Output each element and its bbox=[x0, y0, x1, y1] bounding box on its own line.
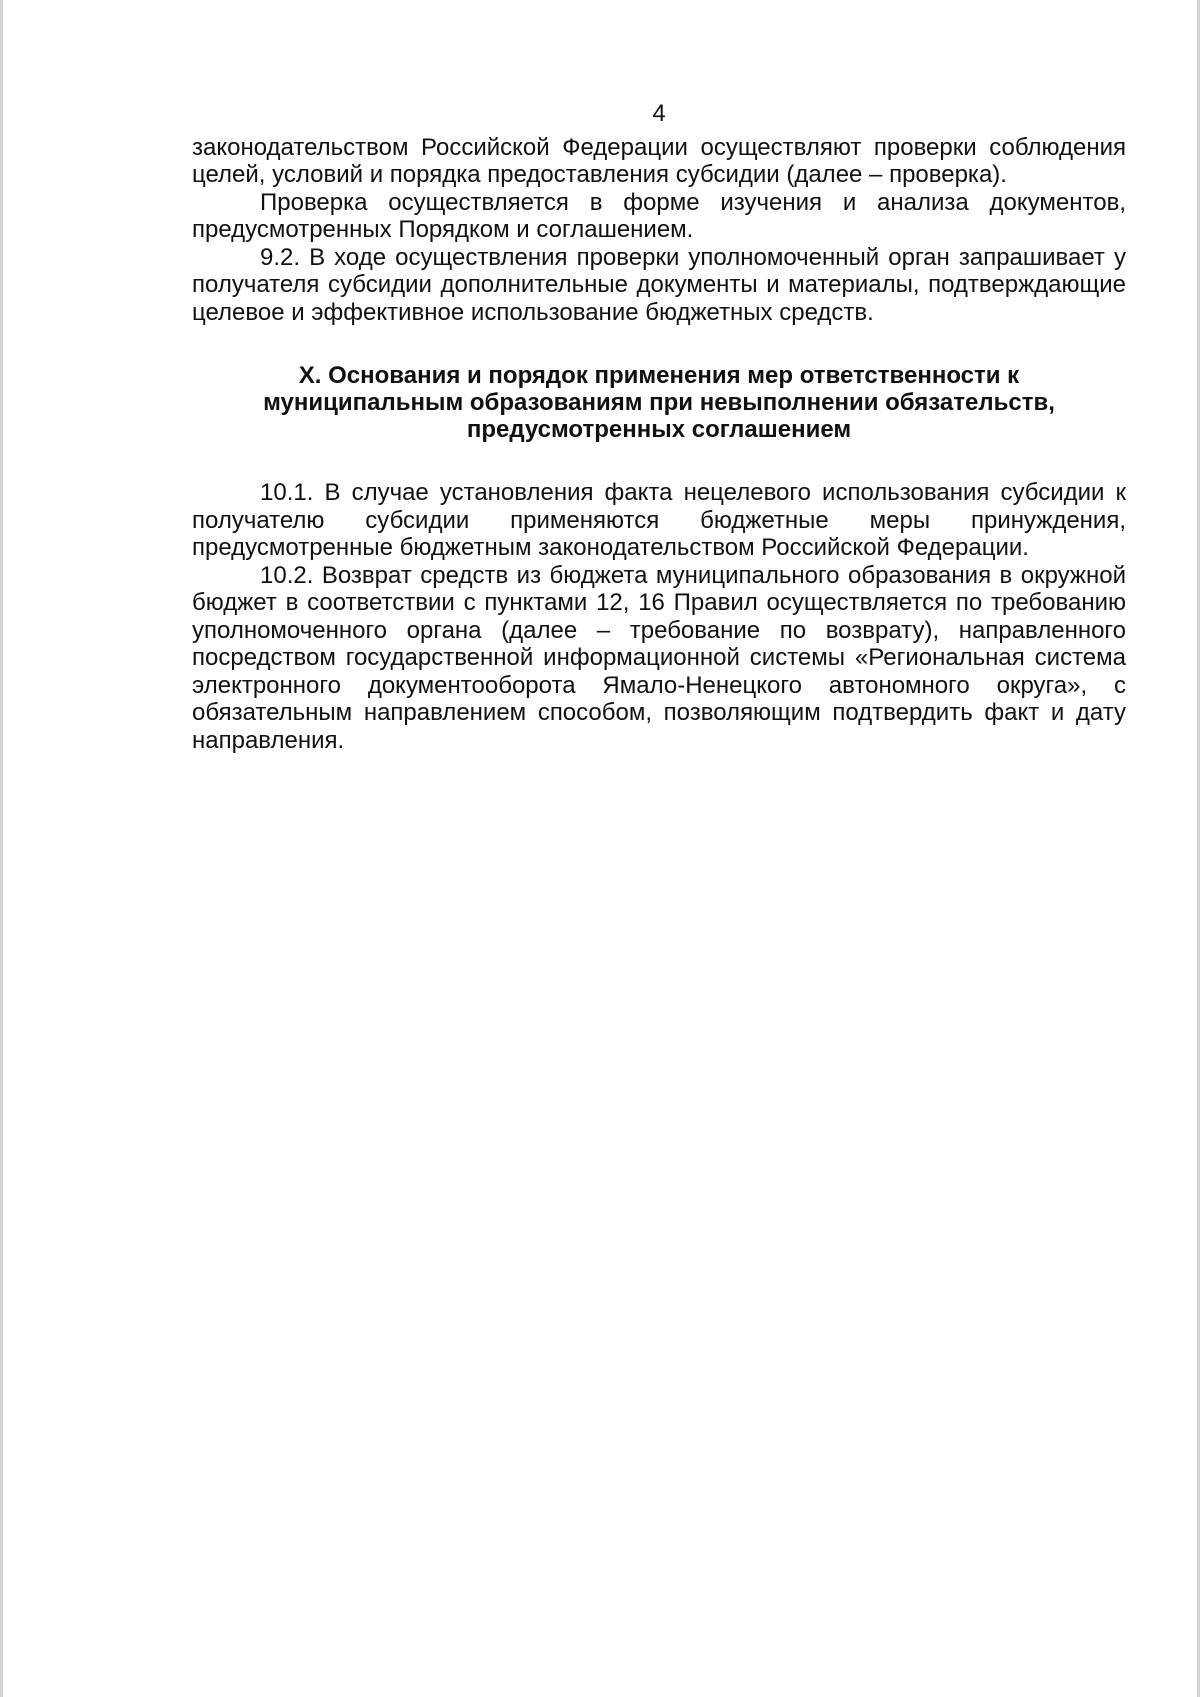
page-content bbox=[192, 100, 1126, 754]
section-heading-line: муниципальным образованиям при невыполнении обязательств, bbox=[263, 389, 1055, 416]
paragraph-continuation: законодательством Российской Федерации осуществляют проверки соблюдения целей, условий и порядка предоставления субсидии (далее – проверка). bbox=[192, 133, 1126, 188]
paragraph-10-2: 10.2. Возврат средств из бюджета муниципального образования в окружной бюджет в соответствии с пунктами 12, 16 Правил осуществляется по требованию уполномоченного органа (далее – требование по возврату), направленного посредством государственной информационной системы «Региональная система электронного документооборота Ямало-Ненецкого автономного округа», с обязательным направлением способом, позволяющим подтвердить факт и дату направления. bbox=[192, 561, 1126, 754]
page-number: 4 bbox=[652, 100, 666, 127]
paragraph-9-2: 9.2. В ходе осуществления проверки уполномоченный орган запрашивает у получателя субсидии дополнительные документы и материалы, подтверждающие целевое и эффективное использование бюджетных средств. bbox=[192, 243, 1126, 326]
paragraph-10-1: 10.1. В случае установления факта нецелевого использования субсидии к получателю субсидии применяются бюджетные меры принуждения, предусмотренные бюджетным законодательством Российской Федерации. bbox=[192, 479, 1126, 561]
section-heading-line: X. Основания и порядок применения мер ответственности к bbox=[298, 362, 1020, 389]
paragraph-inspection-form: Проверка осуществляется в форме изучения и анализа документов, предусмотренных Порядком и соглашением. bbox=[192, 188, 1126, 243]
section-heading-line: предусмотренных соглашением bbox=[466, 416, 852, 443]
section-heading bbox=[192, 362, 1126, 443]
